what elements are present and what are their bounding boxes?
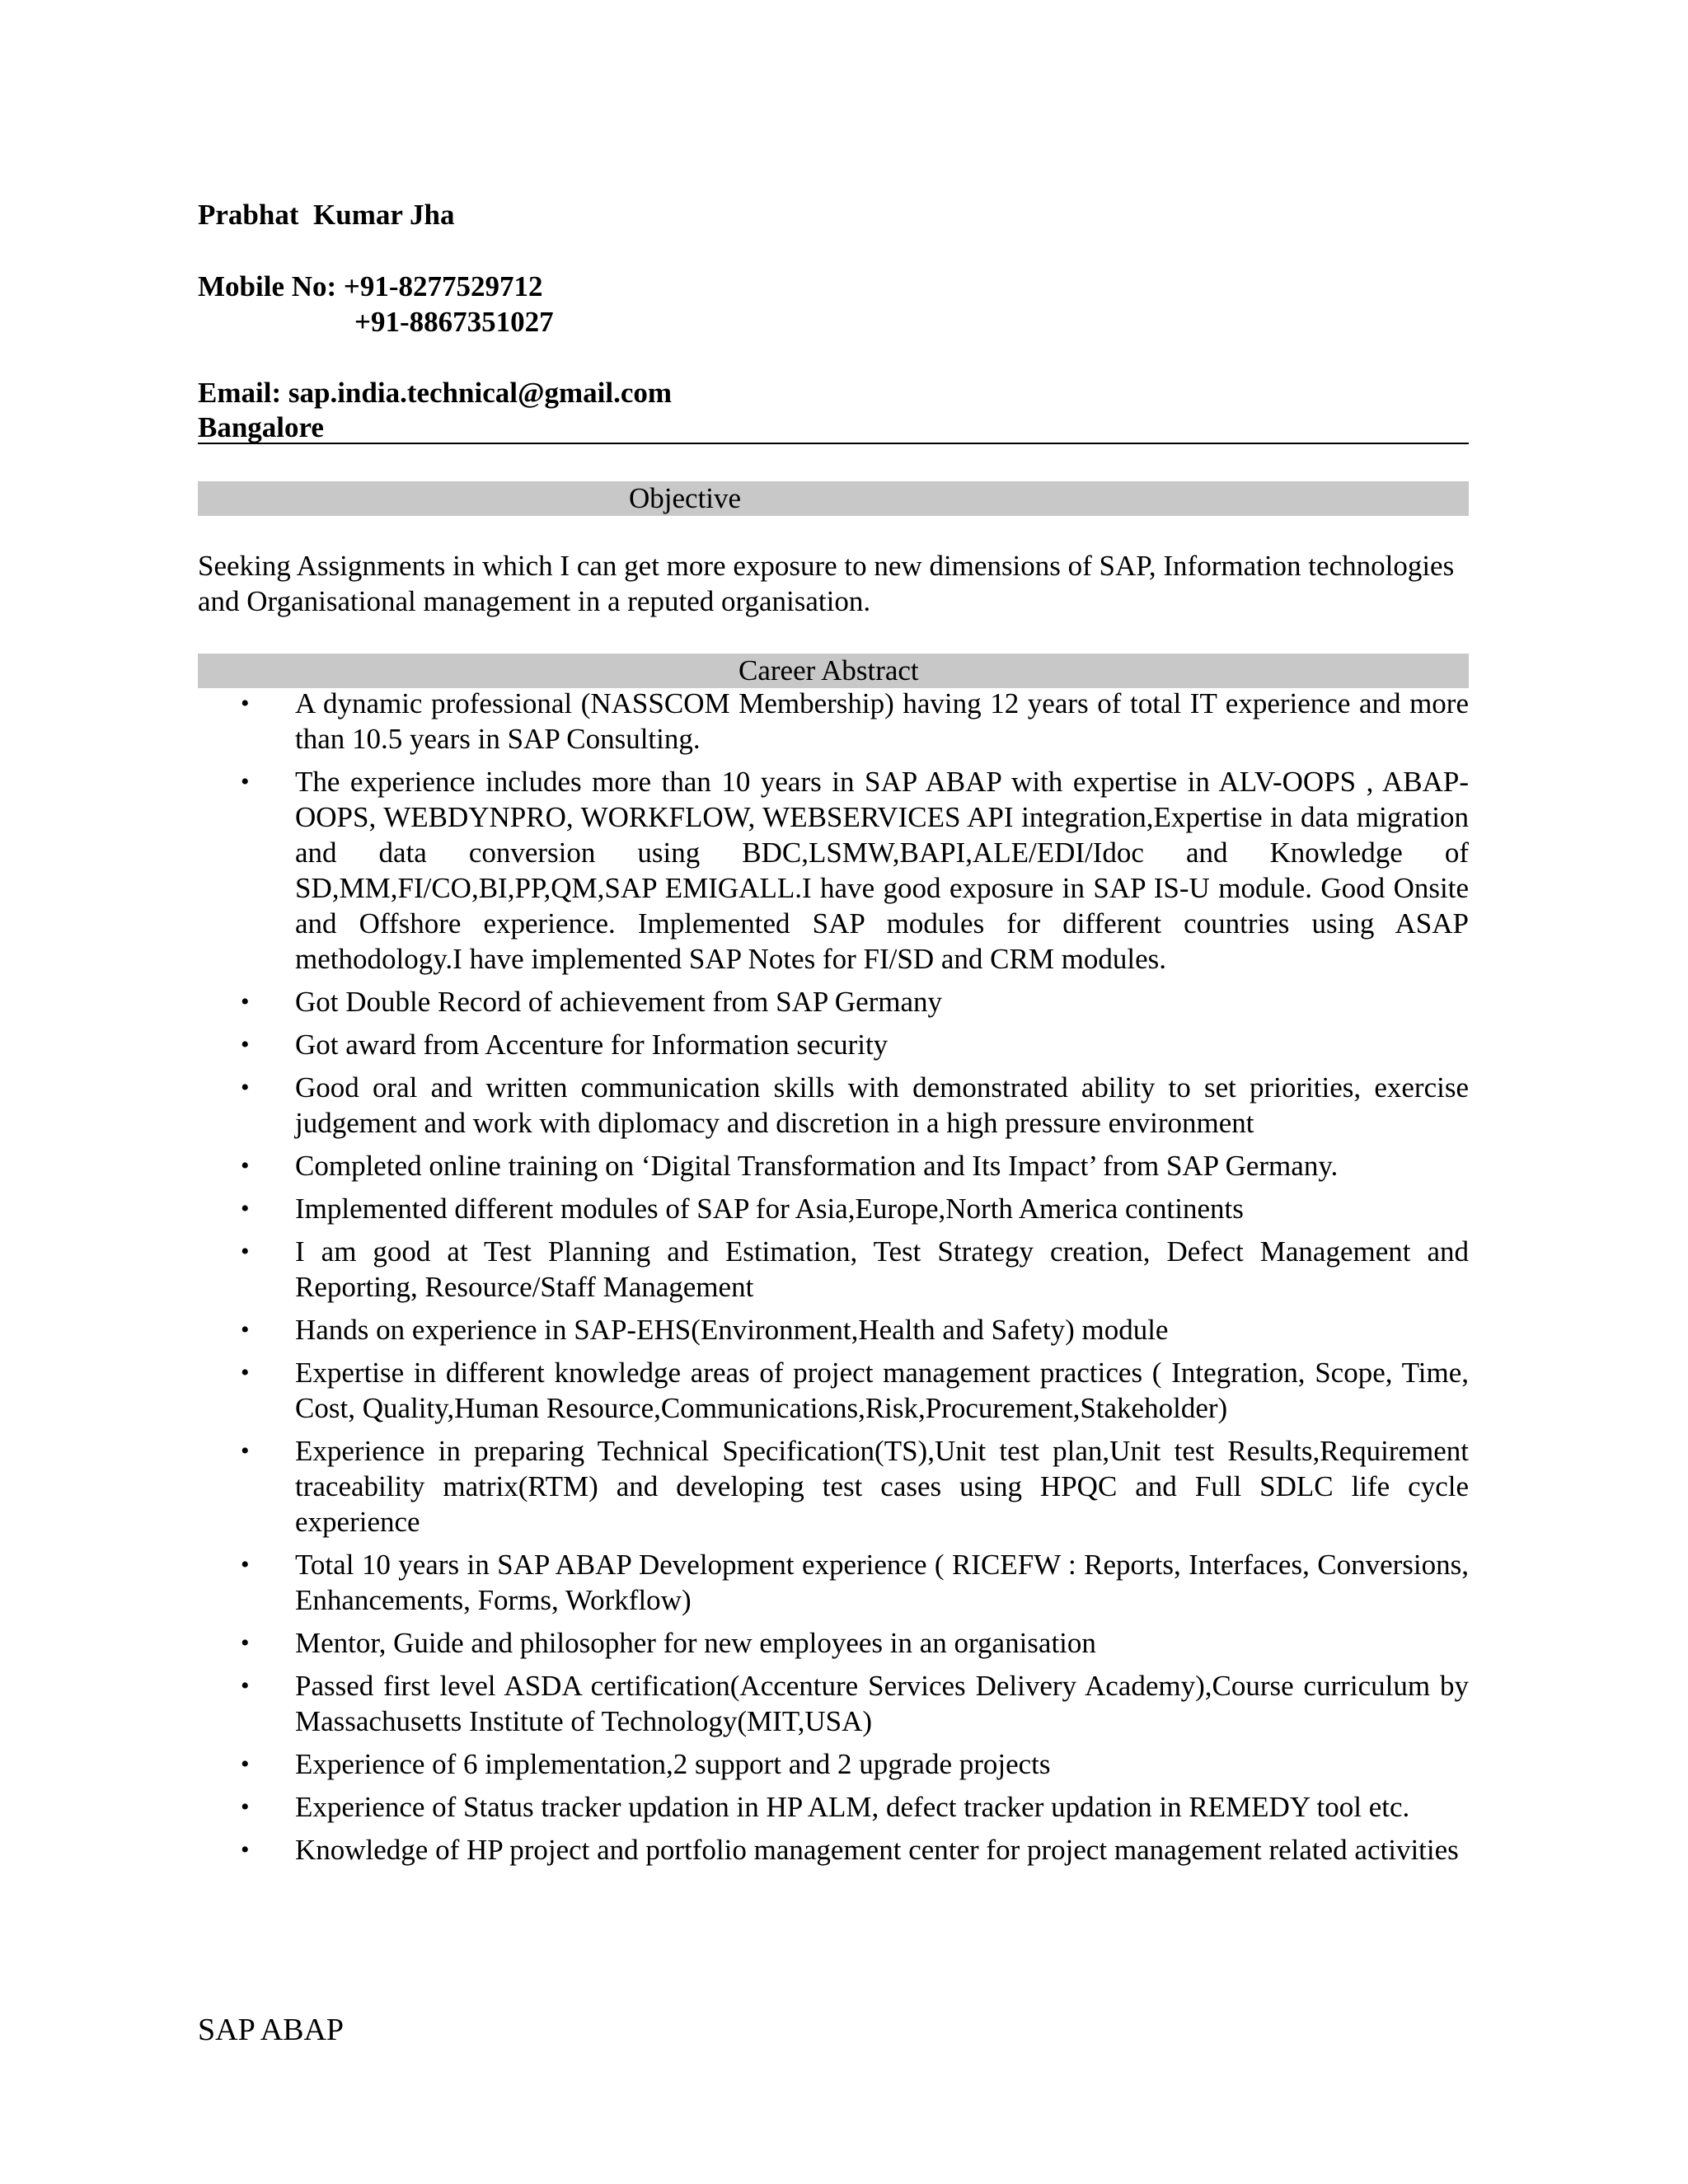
email-address: sap.india.technical@gmail.com [288, 377, 673, 409]
bullet-icon: • [241, 1074, 250, 1101]
list-item: • Experience of 6 implementation,2 support and 2 upgrade projects [241, 1748, 1051, 1780]
mobile-label: Mobile No: [198, 270, 344, 302]
location: Bangalore [198, 411, 324, 443]
resume-page [198, 0, 1469, 2184]
candidate-name: Prabhat Kumar Jha [198, 199, 455, 231]
mobile-line-1 [198, 269, 543, 304]
list-item: • Experience in preparing Technical Specification(TS),Unit test plan,Unit test Results,Requirement traceability matrix(RTM) and developing test cases using HPQC and Full SDLC life cycle experience [241, 1435, 1469, 1538]
bullet-icon: • [241, 1238, 250, 1265]
career-abstract-heading-bar [198, 654, 1469, 688]
bullet-icon: • [241, 1359, 250, 1386]
mobile-number-1: +91-8277529712 [343, 270, 543, 302]
bullet-icon: • [241, 1629, 250, 1657]
list-item: • Experience of Status tracker updation in HP ALM, defect tracker updation in REMEDY tool etc. [241, 1791, 1410, 1823]
bullet-icon: • [241, 1031, 250, 1058]
list-item: • Expertise in different knowledge areas of project management practices ( Integration, Scope, Time, Cost, Quality,Human Resource,Communications,Risk,Procurement,Stakeholder) [241, 1357, 1469, 1424]
list-item: • Hands on experience in SAP-EHS(Environment,Health and Safety) module [241, 1314, 1169, 1346]
bullet-icon: • [241, 988, 250, 1015]
objective-heading-bar [198, 481, 1469, 516]
list-item: • Got award from Accenture for Information security [241, 1029, 889, 1061]
bullet-icon: • [241, 768, 250, 795]
page-footer: SAP ABAP [198, 2013, 345, 2047]
list-item: • Completed online training on ‘Digital Transformation and Its Impact’ from SAP Germany. [241, 1150, 1339, 1182]
email-label: Email: [198, 377, 288, 409]
list-item: • Good oral and written communication skills with demonstrated ability to set priorities, exercise judgement and work with diplomacy and discretion in a high pressure environment [241, 1071, 1469, 1139]
list-item: • The experience includes more than 10 years in SAP ABAP with expertise in ALV-OOPS , ABAP-OOPS, WEBDYNPRO, WORKFLOW, WEBSERVICES API integration,Expertise in data migration and data conversion using BDC,LSMW,BAPI,ALE/EDI/Idoc and Knowledge of SD,MM,FI/CO,BI,PP,QM,SAP EMIGALL.I have good exposure in SAP IS-U module. Good Onsite and Offshore experience. Implemented SAP modules for different countries using ASAP methodology.I have implemented SAP Notes for FI/SD and CRM modules. [241, 766, 1469, 975]
bullet-icon: • [241, 1836, 250, 1863]
bullet-icon: • [241, 1750, 250, 1778]
bullet-icon: • [241, 1316, 250, 1343]
email-line [198, 376, 672, 410]
bullet-icon: • [241, 1152, 250, 1179]
list-item: • A dynamic professional (NASSCOM Membership) having 12 years of total IT experience and more than 10.5 years in SAP Consulting. [241, 687, 1469, 755]
bullet-icon: • [241, 1793, 250, 1821]
list-item: • Knowledge of HP project and portfolio management center for project management related activities [241, 1834, 1459, 1866]
bullet-icon: • [241, 1672, 250, 1699]
objective-heading: Objective [629, 482, 742, 514]
list-item: • Mentor, Guide and philosopher for new employees in an organisation [241, 1627, 1096, 1659]
header-divider [198, 443, 1469, 444]
list-item: • Passed first level ASDA certification(Accenture Services Delivery Academy),Course curriculum by Massachusetts Institute of Technology(MIT,USA) [241, 1670, 1469, 1737]
bullet-icon: • [241, 690, 250, 717]
mobile-number-2: +91-8867351027 [354, 306, 554, 338]
bullet-icon: • [241, 1437, 250, 1465]
list-item: • Total 10 years in SAP ABAP Development experience ( RICEFW : Reports, Interfaces, Conversions, Enhancements, Forms, Workflow) [241, 1549, 1469, 1616]
bullet-icon: • [241, 1195, 250, 1222]
list-item: • Implemented different modules of SAP for Asia,Europe,North America continents [241, 1193, 1244, 1225]
career-abstract-heading: Career Abstract [738, 654, 919, 687]
bullet-icon: • [241, 1551, 250, 1578]
list-item: • I am good at Test Planning and Estimation, Test Strategy creation, Defect Management and Reporting, Resource/Staff Management [241, 1235, 1469, 1303]
career-abstract-list [198, 686, 1469, 1875]
list-item: • Got Double Record of achievement from SAP Germany [241, 986, 943, 1018]
objective-text: Seeking Assignments in which I can get more exposure to new dimensions of SAP, Information technologies and Organisational management in a reputed organisation. [198, 550, 1455, 617]
